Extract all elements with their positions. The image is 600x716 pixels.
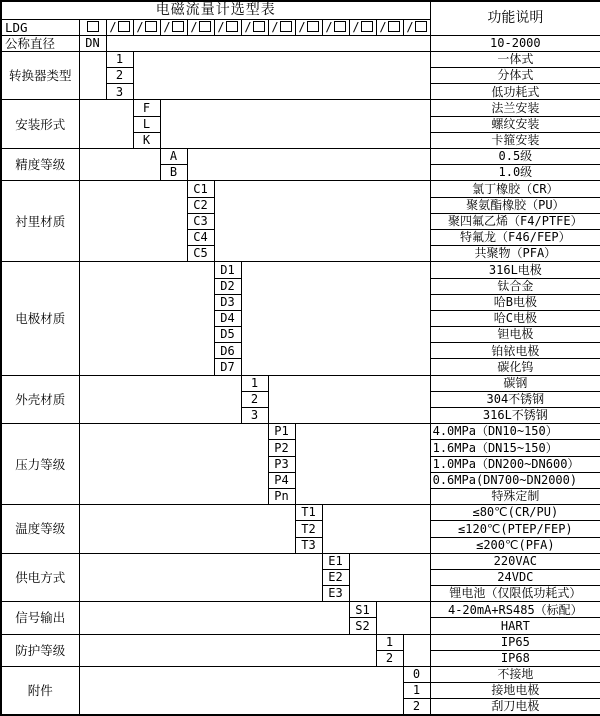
function-cell: 钛合金 [430, 278, 600, 294]
spacer-cell [79, 375, 241, 424]
spacer-cell [79, 149, 160, 181]
function-cell: ≤80℃(CR/PU) [430, 505, 600, 521]
code-cell: E2 [322, 569, 349, 585]
blank-box-icon [253, 21, 265, 32]
model-slot-cell [133, 19, 160, 35]
blank-box-icon [361, 21, 373, 32]
function-cell: 0.6MPa(DN700~DN2000) [430, 472, 600, 488]
model-slot-cell [322, 19, 349, 35]
slash-glyph: / [406, 19, 414, 34]
model-slot-cell [403, 19, 430, 35]
function-cell: HART [430, 618, 600, 634]
code-cell: E1 [322, 553, 349, 569]
blank-box-icon [172, 21, 184, 32]
code-cell: 1 [376, 634, 403, 650]
category-cell: 附件 [1, 667, 79, 716]
code-cell: D1 [214, 262, 241, 278]
code-cell: C5 [187, 246, 214, 262]
option-row [1, 634, 600, 650]
model-slot-cell [268, 19, 295, 35]
spacer-cell [106, 35, 430, 51]
slash-glyph: / [244, 19, 252, 34]
blank-box-icon [307, 21, 319, 32]
code-cell: P1 [268, 424, 295, 440]
blank-box-icon [145, 21, 157, 32]
function-cell: 4-20mA+RS485（标配） [430, 602, 600, 618]
function-cell: ≤200℃(PFA) [430, 537, 600, 553]
category-cell: 衬里材质 [1, 181, 79, 262]
code-cell: 2 [106, 68, 133, 84]
slash-glyph: / [109, 19, 117, 34]
function-cell: ≤120℃(PTEP/FEP) [430, 521, 600, 537]
option-row [1, 375, 600, 391]
category-cell: 转换器类型 [1, 51, 79, 100]
code-cell: 2 [376, 650, 403, 666]
function-cell: 卡箍安装 [430, 132, 600, 148]
model-slot-cell [241, 19, 268, 35]
code-cell: P3 [268, 456, 295, 472]
spacer-cell [187, 149, 430, 181]
spacer-cell [79, 262, 214, 375]
category-cell: 公称直径 [1, 35, 79, 51]
code-cell: 1 [241, 375, 268, 391]
code-cell: T3 [295, 537, 322, 553]
function-cell: 0.5级 [430, 149, 600, 165]
code-cell: 2 [403, 699, 430, 715]
spacer-cell [79, 181, 187, 262]
function-cell: 碳化钨 [430, 359, 600, 375]
category-cell: 精度等级 [1, 149, 79, 181]
code-cell: 0 [403, 667, 430, 683]
function-cell: 特氟龙（F46/FEP） [430, 229, 600, 245]
code-cell: S2 [349, 618, 376, 634]
spacer-cell [349, 553, 430, 602]
function-cell: 220VAC [430, 553, 600, 569]
code-cell: T1 [295, 505, 322, 521]
slash-glyph: / [271, 19, 279, 34]
code-cell: 3 [106, 84, 133, 100]
function-cell: 聚氨酯橡胶（PU） [430, 197, 600, 213]
function-cell: 铂铱电极 [430, 343, 600, 359]
function-cell: 法兰安装 [430, 100, 600, 116]
code-cell: P2 [268, 440, 295, 456]
model-slot-cell [376, 19, 403, 35]
blank-box-icon [280, 21, 292, 32]
slash-glyph: / [298, 19, 306, 34]
function-cell: 1.0MPa（DN200~DN600） [430, 456, 600, 472]
function-cell: 哈B电极 [430, 294, 600, 310]
function-cell: 24VDC [430, 569, 600, 585]
code-cell: 1 [403, 683, 430, 699]
function-cell: 共聚物（PFA） [430, 246, 600, 262]
spacer-cell [79, 602, 349, 634]
model-slot-cell [160, 19, 187, 35]
code-cell: D5 [214, 327, 241, 343]
code-cell: L [133, 116, 160, 132]
code-cell: C3 [187, 213, 214, 229]
spacer-cell [79, 505, 295, 554]
function-cell: IP68 [430, 650, 600, 666]
code-cell: D6 [214, 343, 241, 359]
table-header-row [1, 1, 600, 19]
blank-box-icon [118, 21, 130, 32]
slash-glyph: / [379, 19, 387, 34]
option-row [1, 51, 600, 67]
category-cell: 外壳材质 [1, 375, 79, 424]
function-cell: 分体式 [430, 68, 600, 84]
slash-glyph: / [136, 19, 144, 34]
model-slot-cell [106, 19, 133, 35]
option-row [1, 602, 600, 618]
code-cell: C4 [187, 229, 214, 245]
option-row [1, 667, 600, 683]
code-cell: 3 [241, 408, 268, 424]
category-cell: 防护等级 [1, 634, 79, 666]
function-cell: 碳钢 [430, 375, 600, 391]
blank-box-icon [199, 21, 211, 32]
spacer-cell [79, 667, 403, 716]
spacer-cell [133, 51, 430, 100]
function-cell: 4.0MPa（DN10~150） [430, 424, 600, 440]
code-cell: DN [79, 35, 106, 51]
function-header: 功能说明 [430, 1, 600, 35]
blank-box-icon [87, 21, 99, 32]
function-cell: 不接地 [430, 667, 600, 683]
model-box-cell [79, 19, 106, 35]
function-cell: 锂电池（仅限低功耗式） [430, 586, 600, 602]
function-cell: 刮刀电极 [430, 699, 600, 715]
slash-glyph: / [190, 19, 198, 34]
spacer-cell [295, 424, 430, 505]
function-cell: 接地电极 [430, 683, 600, 699]
category-cell: 信号输出 [1, 602, 79, 634]
blank-box-icon [388, 21, 400, 32]
function-cell: 低功耗式 [430, 84, 600, 100]
spacer-cell [214, 181, 430, 262]
code-cell: D3 [214, 294, 241, 310]
code-cell: P4 [268, 472, 295, 488]
function-cell: 特殊定制 [430, 488, 600, 504]
function-cell: 316L电极 [430, 262, 600, 278]
slash-glyph: / [352, 19, 360, 34]
spacer-cell [268, 375, 430, 424]
spacer-cell [160, 100, 430, 149]
spacer-cell [403, 634, 430, 666]
function-cell: 螺纹安装 [430, 116, 600, 132]
option-row [1, 505, 600, 521]
spacer-cell [79, 424, 268, 505]
blank-box-icon [415, 21, 427, 32]
code-cell: D2 [214, 278, 241, 294]
function-cell: 一体式 [430, 51, 600, 67]
code-cell: C2 [187, 197, 214, 213]
code-cell: C1 [187, 181, 214, 197]
spacer-cell [376, 602, 430, 634]
code-cell: K [133, 132, 160, 148]
code-cell: A [160, 149, 187, 165]
category-cell: 电极材质 [1, 262, 79, 375]
code-cell: 2 [241, 391, 268, 407]
spacer-cell [241, 262, 430, 375]
spacer-cell [79, 553, 322, 602]
function-cell: 10-2000 [430, 35, 600, 51]
code-cell: T2 [295, 521, 322, 537]
model-slot-cell [295, 19, 322, 35]
spacer-cell [79, 51, 106, 100]
function-cell: 钽电极 [430, 327, 600, 343]
model-slot-cell [349, 19, 376, 35]
code-cell: 1 [106, 51, 133, 67]
category-cell: 供电方式 [1, 553, 79, 602]
code-cell: S1 [349, 602, 376, 618]
model-prefix-cell: LDG [1, 19, 79, 35]
spacer-cell [322, 505, 430, 554]
option-row [1, 424, 600, 440]
option-row [1, 553, 600, 569]
category-cell: 压力等级 [1, 424, 79, 505]
function-cell: 氯丁橡胶（CR） [430, 181, 600, 197]
selection-table-body [1, 1, 600, 715]
category-cell: 安装形式 [1, 100, 79, 149]
option-row [1, 100, 600, 116]
option-row [1, 262, 600, 278]
function-cell: 304不锈钢 [430, 391, 600, 407]
function-cell: 哈C电极 [430, 310, 600, 326]
category-cell: 温度等级 [1, 505, 79, 554]
function-cell: 1.6MPa（DN15~150） [430, 440, 600, 456]
blank-box-icon [226, 21, 238, 32]
model-slot-cell [214, 19, 241, 35]
blank-box-icon [334, 21, 346, 32]
spacer-cell [79, 100, 133, 149]
function-cell: 1.0级 [430, 165, 600, 181]
code-cell: D7 [214, 359, 241, 375]
diameter-row [1, 35, 600, 51]
code-cell: F [133, 100, 160, 116]
spacer-cell [79, 634, 376, 666]
code-cell: D4 [214, 310, 241, 326]
slash-glyph: / [163, 19, 171, 34]
code-cell: E3 [322, 586, 349, 602]
slash-glyph: / [217, 19, 225, 34]
function-cell: IP65 [430, 634, 600, 650]
slash-glyph: / [325, 19, 333, 34]
option-row [1, 149, 600, 165]
code-cell: Pn [268, 488, 295, 504]
option-row [1, 181, 600, 197]
model-slot-cell [187, 19, 214, 35]
function-cell: 聚四氟乙烯（F4/PTFE） [430, 213, 600, 229]
code-cell: B [160, 165, 187, 181]
table-title: 电磁流量计选型表 [1, 1, 430, 19]
function-cell: 316L不锈钢 [430, 408, 600, 424]
